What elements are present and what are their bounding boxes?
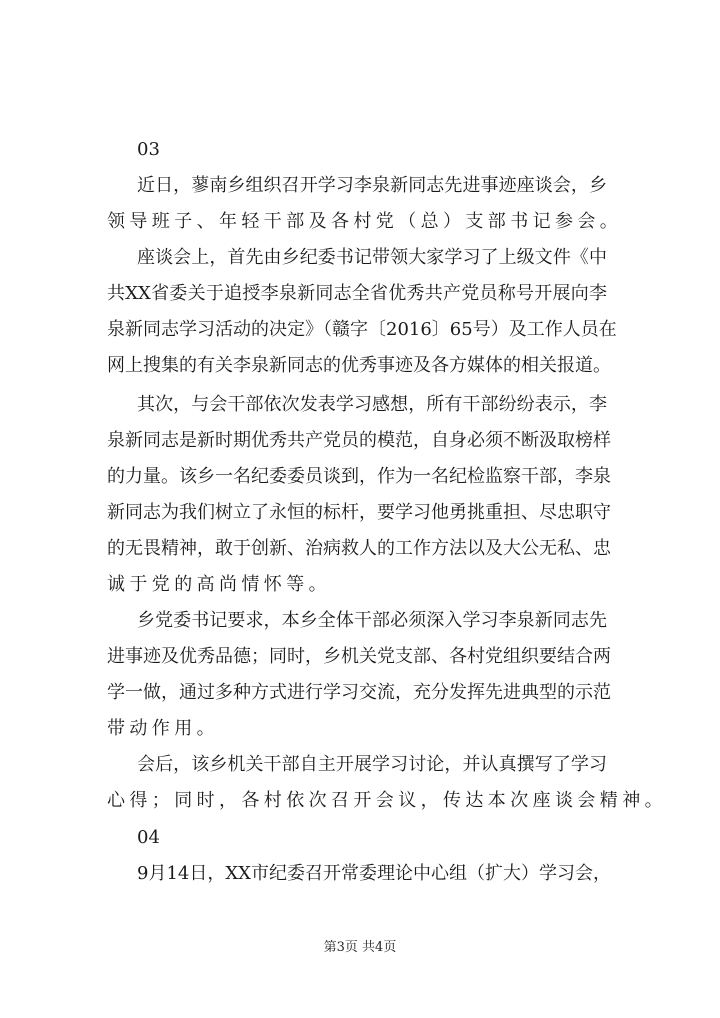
section-number: 03	[137, 139, 160, 160]
text-line: 近日，蓼南乡组织召开学习李泉新同志先进事迹座谈会，乡	[137, 175, 607, 196]
text-line: 会后，该乡机关干部自主开展学习讨论，并认真撰写了学习	[137, 754, 607, 775]
text-line: 共XX省委关于追授李泉新同志全省优秀共产党员称号开展向李	[107, 283, 607, 304]
text-line: 心得；同时，各村依次召开会议，传达本次座谈会精神。	[107, 790, 667, 811]
text-line: 其次，与会干部依次发表学习感想，所有干部纷纷表示，李	[137, 394, 607, 415]
text-line: 乡党委书记要求，本乡全体干部必须深入学习李泉新同志先	[137, 610, 607, 631]
text-line: 网上搜集的有关李泉新同志的优秀事迹及各方媒体的相关报道。	[107, 355, 611, 376]
text-line: 的力量。该乡一名纪委委员谈到，作为一名纪检监察干部，李泉	[107, 466, 611, 487]
text-line: 学一做，通过多种方式进行学习交流，充分发挥先进典型的示范	[107, 682, 611, 703]
text-line: 9月14日，XX市纪委召开常委理论中心组（扩大）学习会，	[137, 863, 611, 884]
text-line: 座谈会上，首先由乡纪委书记带领大家学习了上级文件《中	[137, 247, 607, 268]
text-line: 进事迹及优秀品德；同时，乡机关党支部、各村党组织要结合两	[107, 646, 611, 667]
text-line: 带动作用。	[107, 718, 219, 739]
text-line: 泉新同志是新时期优秀共产党员的模范，自身必须不断汲取榜样	[107, 430, 611, 451]
text-line: 领导班子、年轻干部及各村党（总）支部书记参会。	[107, 211, 623, 232]
text-line: 新同志为我们树立了永恒的标杆，要学习他勇挑重担、尽忠职守	[107, 502, 611, 523]
text-line: 泉新同志学习活动的决定》（赣字〔2016〕65号）及工作人员在	[107, 319, 617, 340]
text-line: 诚于党的高尚情怀等。	[107, 574, 331, 595]
section-number: 04	[137, 827, 160, 848]
text-line: 的无畏精神，敢于创新、治病救人的工作方法以及大公无私、忠	[107, 538, 611, 559]
page-footer: 第3页 共4页	[323, 940, 397, 955]
